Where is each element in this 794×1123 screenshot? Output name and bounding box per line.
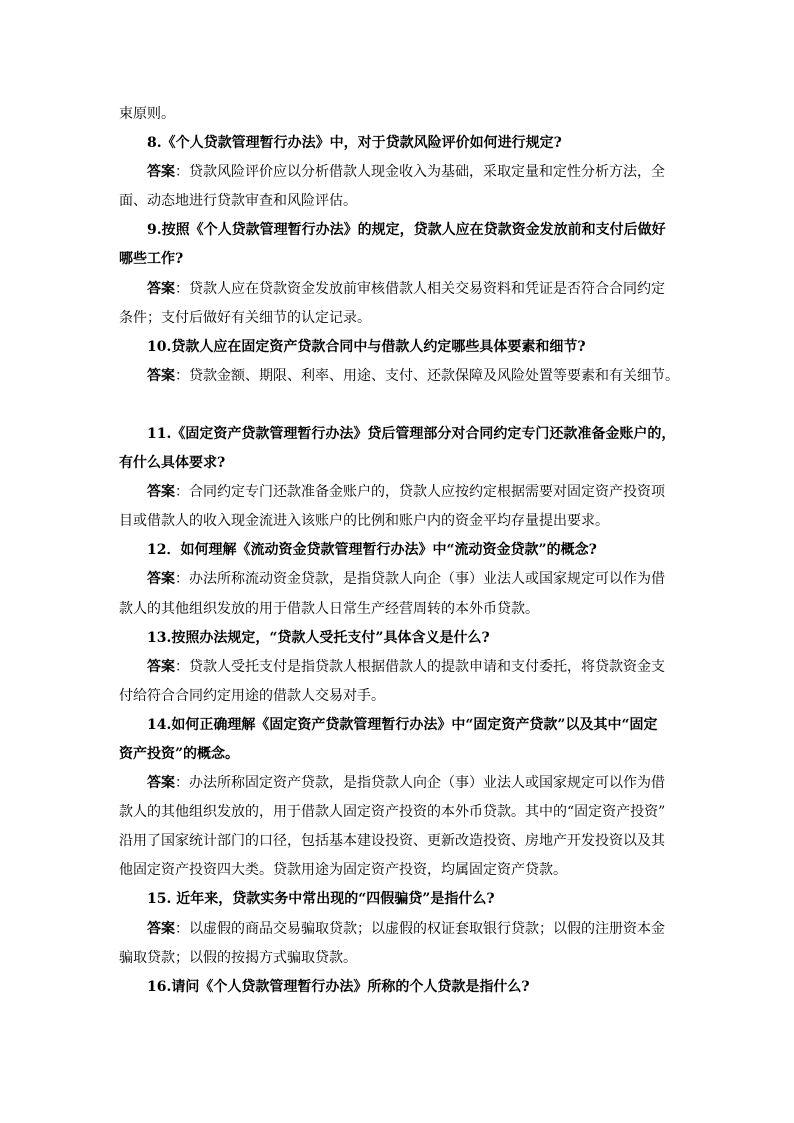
line-text: 11.《固定资产贷款管理暂行办法》贷后管理部分对合同约定专门还款准备金账户的， xyxy=(147,425,676,442)
answer-line xyxy=(119,653,677,682)
text-line xyxy=(119,682,677,711)
line-text: ：合同约定专门还款准备金账户的，贷款人应按约定根据需要对固定资产投资项 xyxy=(175,484,665,501)
line-text: 16.请问《个人贷款管理暂行办法》所称的个人贷款是指什么? xyxy=(147,978,530,995)
document-body xyxy=(119,100,677,1002)
line-text: 骗取贷款；以假的按揭方式骗取贷款。 xyxy=(119,949,357,966)
text-line xyxy=(119,944,677,973)
text-line xyxy=(119,798,677,827)
line-text: 面、动态地进行贷款审查和风险评估。 xyxy=(119,193,357,210)
line-text: 有什么具体要求? xyxy=(119,455,226,472)
answer-line xyxy=(119,158,677,187)
question-line xyxy=(119,245,677,274)
question-line xyxy=(119,129,677,158)
line-text: 目或借款人的收入现金流进入该账户的比例和账户内的资金平均存量提出要求。 xyxy=(119,513,609,530)
blank-line xyxy=(119,391,677,420)
answer-label: 答案 xyxy=(147,658,175,675)
question-line xyxy=(119,449,677,478)
line-text: 哪些工作? xyxy=(119,251,184,268)
answer-label: 答案 xyxy=(147,280,175,297)
question-line xyxy=(119,740,677,769)
text-line xyxy=(119,304,677,333)
line-text: ：贷款金额、期限、利率、用途、支付、还款保障及风险处置等要素和有关细节。 xyxy=(175,367,679,384)
question-line xyxy=(119,536,677,565)
line-text: 款人的其他组织发放的用于借款人日常生产经营周转的本外币贷款。 xyxy=(119,600,539,617)
answer-label: 答案 xyxy=(147,367,175,384)
line-text: ：办法所称流动资金贷款，是指贷款人向企（事）业法人或国家规定可以作为借 xyxy=(175,571,665,588)
text-line xyxy=(119,507,677,536)
answer-line xyxy=(119,362,677,391)
text-line xyxy=(119,827,677,856)
text-line xyxy=(119,856,677,885)
line-text: 沿用了国家统计部门的口径，包括基本建设投资、更新改造投资、房地产开发投资以及其 xyxy=(119,833,665,850)
question-line xyxy=(119,624,677,653)
line-text: ：贷款人受托支付是指贷款人根据借款人的提款申请和支付委托，将贷款资金支 xyxy=(175,658,665,675)
line-text: 13.按照办法规定，“贷款人受托支付”具体含义是什么? xyxy=(147,629,490,646)
line-text: ：贷款风险评价应以分析借款人现金收入为基础，采取定量和定性分析方法，全 xyxy=(175,164,665,181)
line-text: 10.贷款人应在固定资产贷款合同中与借款人约定哪些具体要素和细节? xyxy=(147,338,586,355)
line-text: 14.如何正确理解《固定资产贷款管理暂行办法》中“固定资产贷款”以及其中“固定 xyxy=(147,716,658,733)
text-line xyxy=(119,100,677,129)
text-line xyxy=(119,187,677,216)
line-text: 资产投资”的概念。 xyxy=(119,745,240,762)
line-text: 9.按照《个人贷款管理暂行办法》的规定，贷款人应在贷款资金发放前和支付后做好 xyxy=(147,222,666,239)
line-text: 12．如何理解《流动资金贷款管理暂行办法》中“流动资金贷款”的概念? xyxy=(147,542,597,559)
answer-label: 答案 xyxy=(147,920,175,937)
answer-line xyxy=(119,565,677,594)
question-line xyxy=(119,885,677,914)
answer-line xyxy=(119,478,677,507)
line-text: 束原则。 xyxy=(119,106,175,122)
answer-line xyxy=(119,915,677,944)
question-line xyxy=(119,420,677,449)
line-text: 付给符合合同约定用途的借款人交易对手。 xyxy=(119,687,385,704)
answer-label: 答案 xyxy=(147,775,175,792)
question-line xyxy=(119,973,677,1002)
line-text: 他固定资产投资四大类。贷款用途为固定资产投资，均属固定资产贷款。 xyxy=(119,862,567,879)
line-text: ：贷款人应在贷款资金发放前审核借款人相关交易资料和凭证是否符合合同约定 xyxy=(175,280,665,297)
text-line xyxy=(119,595,677,624)
line-text: 8.《个人贷款管理暂行办法》中，对于贷款风险评价如何进行规定? xyxy=(147,135,562,152)
line-text: 条件；支付后做好有关细节的认定记录。 xyxy=(119,309,371,326)
answer-line xyxy=(119,275,677,304)
answer-label: 答案 xyxy=(147,571,175,588)
line-text: ：以虚假的商品交易骗取贷款；以虚假的权证套取银行贷款；以假的注册资本金 xyxy=(175,920,665,937)
question-line xyxy=(119,216,677,245)
answer-label: 答案 xyxy=(147,484,175,501)
line-text: 款人的其他组织发放的，用于借款人固定资产投资的本外币贷款。其中的“固定资产投资” xyxy=(119,804,666,821)
answer-label: 答案 xyxy=(147,164,175,181)
answer-line xyxy=(119,769,677,798)
line-text: ：办法所称固定资产贷款，是指贷款人向企（事）业法人或国家规定可以作为借 xyxy=(175,775,665,792)
question-line xyxy=(119,333,677,362)
line-text: 15. 近年来，贷款实务中常出现的“四假骗贷”是指什么? xyxy=(147,891,495,908)
question-line xyxy=(119,711,677,740)
